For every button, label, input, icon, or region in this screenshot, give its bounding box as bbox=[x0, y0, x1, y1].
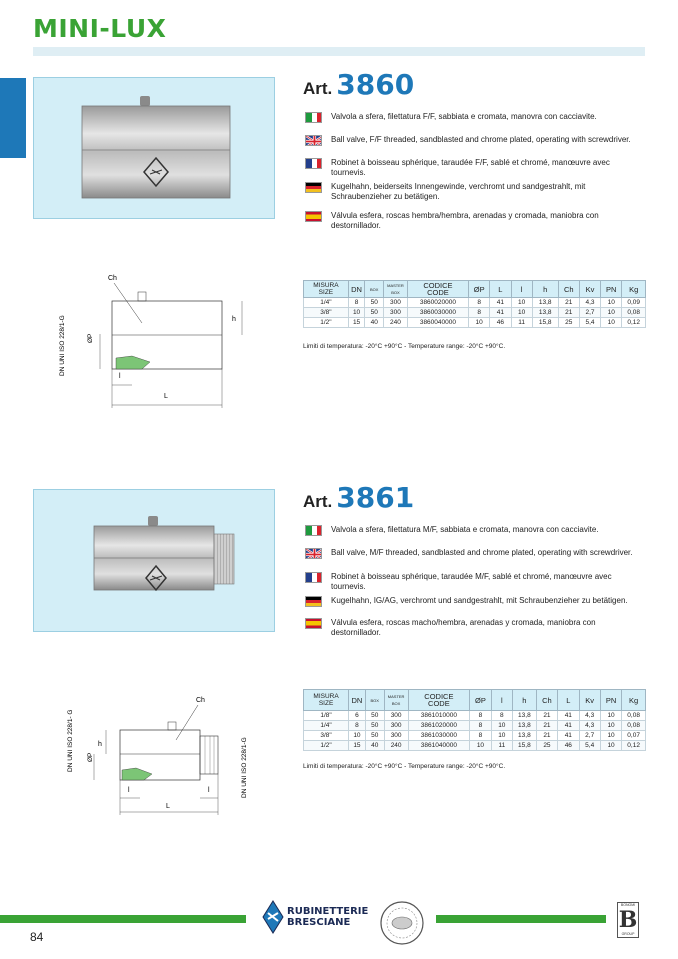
rubinetterie-bresciane-logo bbox=[262, 900, 368, 934]
temperature-note-3861: Limiti di temperatura: -20°C +90°C - Temperature range: -20°C +90°C. bbox=[303, 763, 506, 770]
table-cell: 50 bbox=[365, 721, 384, 731]
table-cell: 300 bbox=[384, 308, 408, 318]
table-cell: 2,7 bbox=[579, 308, 600, 318]
table-cell: 8 bbox=[469, 308, 490, 318]
table-cell: 3861020000 bbox=[408, 721, 470, 731]
col-kg: Kg bbox=[622, 281, 646, 298]
table-cell: 3860040000 bbox=[407, 318, 468, 328]
table-cell: 10 bbox=[600, 731, 621, 741]
table-cell: 3861030000 bbox=[408, 731, 470, 741]
drawing-op-label: ØP bbox=[87, 752, 94, 762]
spec-table-3860 bbox=[303, 280, 646, 328]
table-cell: 240 bbox=[384, 318, 408, 328]
table-cell: 8 bbox=[348, 298, 365, 308]
table-cell: 4,3 bbox=[579, 711, 600, 721]
table-cell: 41 bbox=[558, 721, 579, 731]
france-flag-icon bbox=[305, 158, 322, 169]
col-box: BOX bbox=[365, 690, 384, 711]
footer-bar-right bbox=[436, 915, 606, 923]
france-flag-icon bbox=[305, 572, 322, 583]
drawing-h-label: h bbox=[98, 741, 102, 748]
drawing-l-small-label: l bbox=[119, 373, 121, 380]
spec-table-3861 bbox=[303, 689, 646, 751]
valve-m-f-illustration bbox=[34, 490, 275, 632]
table-cell: 41 bbox=[490, 298, 511, 308]
iso-certification-seal bbox=[379, 900, 425, 951]
table-cell: 5,4 bbox=[579, 741, 600, 751]
article-prefix: Art. bbox=[303, 492, 333, 511]
article-number: 3861 bbox=[336, 481, 415, 514]
table-row bbox=[304, 308, 646, 318]
table-cell: 13,8 bbox=[532, 308, 558, 318]
description-es: Válvula esfera, roscas hembra/hembra, arenadas y cromada, maniobra con destornillador. bbox=[305, 211, 645, 231]
page-title: MINI-LUX bbox=[33, 14, 167, 43]
description-fr: Robinet à boisseau sphérique, taraudée M/F, sablé et chromé, manœuvre avec tournevis. bbox=[305, 572, 645, 592]
description-it: Valvola a sfera, filettatura F/F, sabbiata e cromata, manovra con cacciavite. bbox=[305, 112, 645, 123]
table-cell: 3860030000 bbox=[407, 308, 468, 318]
table-cell: 21 bbox=[558, 308, 579, 318]
table-cell: 10 bbox=[601, 308, 622, 318]
product-photo-3861 bbox=[33, 489, 275, 632]
side-tab bbox=[0, 78, 26, 158]
table-cell: 13,8 bbox=[513, 711, 537, 721]
table-cell: 8 bbox=[470, 731, 491, 741]
table-cell: 10 bbox=[600, 741, 621, 751]
footer-bar-left bbox=[0, 915, 246, 923]
table-cell: 10 bbox=[601, 318, 622, 328]
table-cell: 10 bbox=[601, 298, 622, 308]
table-cell: 8 bbox=[491, 711, 512, 721]
table-cell: 10 bbox=[600, 711, 621, 721]
table-row bbox=[304, 721, 646, 731]
col-kv: Kv bbox=[579, 281, 600, 298]
table-cell: 41 bbox=[558, 731, 579, 741]
table-cell: 10 bbox=[348, 308, 365, 318]
table-cell: 300 bbox=[384, 721, 408, 731]
description-en: Ball valve, M/F threaded, sandblasted and chrome plated, operating with screwdriver. bbox=[305, 548, 645, 559]
table-cell: 21 bbox=[536, 721, 557, 731]
col-pn: PN bbox=[601, 281, 622, 298]
table-row bbox=[304, 318, 646, 328]
bonomi-letter: B bbox=[618, 907, 638, 933]
table-cell: 240 bbox=[384, 741, 408, 751]
col-l-small: l bbox=[491, 690, 512, 711]
col-ch: Ch bbox=[558, 281, 579, 298]
table-row bbox=[304, 298, 646, 308]
col-h: h bbox=[513, 690, 537, 711]
table-cell: 1/2" bbox=[304, 741, 349, 751]
table-cell: 10 bbox=[491, 731, 512, 741]
table-cell: 1/4" bbox=[304, 721, 349, 731]
table-cell: 8 bbox=[470, 721, 491, 731]
table-cell: 15,8 bbox=[532, 318, 558, 328]
germany-flag-icon bbox=[305, 596, 322, 607]
description-it: Valvola a sfera, filettatura M/F, sabbiata e cromata, manovra con cacciavite. bbox=[305, 525, 645, 536]
table-row bbox=[304, 731, 646, 741]
table-body bbox=[304, 298, 646, 328]
table-cell: 0,08 bbox=[622, 721, 646, 731]
drawing-l-big-label: L bbox=[164, 393, 168, 400]
temperature-note-3860: Limiti di temperatura: -20°C +90°C - Temperature range: -20°C +90°C. bbox=[303, 343, 506, 350]
col-master-box: MASTER BOX bbox=[384, 690, 408, 711]
table-cell: 50 bbox=[365, 731, 384, 741]
col-box: BOX bbox=[365, 281, 384, 298]
table-cell: 300 bbox=[384, 298, 408, 308]
table-cell: 25 bbox=[558, 318, 579, 328]
description-es: Válvula esfera, roscas macho/hembra, arenadas y cromada, maniobra con destornillador. bbox=[305, 618, 645, 638]
table-cell: 3861010000 bbox=[408, 711, 470, 721]
table-cell: 0,12 bbox=[622, 741, 646, 751]
col-dn: DN bbox=[348, 281, 365, 298]
table-cell: 10 bbox=[349, 731, 366, 741]
uk-flag-icon bbox=[305, 135, 322, 146]
table-cell: 41 bbox=[558, 711, 579, 721]
table-cell: 50 bbox=[365, 711, 384, 721]
table-cell: 40 bbox=[365, 741, 384, 751]
drawing-op-label: ØP bbox=[87, 333, 94, 343]
table-cell: 8 bbox=[469, 298, 490, 308]
rb-logo-icon bbox=[262, 900, 284, 934]
drawing-h-label: h bbox=[232, 316, 236, 323]
table-cell: 46 bbox=[490, 318, 511, 328]
table-cell: 6 bbox=[349, 711, 366, 721]
table-header-row bbox=[304, 690, 646, 711]
table-cell: 13,8 bbox=[513, 731, 537, 741]
col-op: ØP bbox=[470, 690, 491, 711]
brand-line-1: RUBINETTERIE bbox=[287, 906, 369, 917]
drawing-dn-right-label: DN UNI ISO 228/1-G bbox=[241, 737, 248, 798]
col-l: L bbox=[490, 281, 511, 298]
bonomi-group-logo bbox=[617, 902, 639, 938]
table-cell: 3/8" bbox=[304, 731, 349, 741]
col-size: MISURA SIZE bbox=[304, 690, 349, 711]
table-cell: 50 bbox=[365, 298, 384, 308]
spain-flag-icon bbox=[305, 211, 322, 222]
table-cell: 21 bbox=[536, 711, 557, 721]
table-cell: 15,8 bbox=[513, 741, 537, 751]
table-cell: 13,8 bbox=[513, 721, 537, 731]
drawing-dn-label: DN UNI ISO 228/1-G bbox=[59, 315, 66, 376]
drawing-l-big-label: L bbox=[166, 803, 170, 810]
table-cell: 21 bbox=[558, 298, 579, 308]
table-cell: 10 bbox=[491, 721, 512, 731]
col-l: L bbox=[558, 690, 579, 711]
drawing-l-small-right-label: l bbox=[208, 787, 210, 794]
table-cell: 10 bbox=[511, 308, 532, 318]
table-cell: 15 bbox=[349, 741, 366, 751]
col-h: h bbox=[532, 281, 558, 298]
table-cell: 10 bbox=[470, 741, 491, 751]
italy-flag-icon bbox=[305, 112, 322, 123]
table-cell: 4,3 bbox=[579, 721, 600, 731]
table-cell: 11 bbox=[491, 741, 512, 751]
table-cell: 2,7 bbox=[579, 731, 600, 741]
table-cell: 25 bbox=[536, 741, 557, 751]
table-cell: 13,8 bbox=[532, 298, 558, 308]
table-cell: 0,08 bbox=[622, 711, 646, 721]
italy-flag-icon bbox=[305, 525, 322, 536]
bonomi-top-text: BONOMI bbox=[620, 903, 636, 907]
table-cell: 21 bbox=[536, 731, 557, 741]
iso-seal-icon bbox=[379, 900, 425, 946]
drawing-dn-left-label: DN UNI ISO 228/1- G bbox=[67, 709, 74, 772]
table-cell: 3861040000 bbox=[408, 741, 470, 751]
table-cell: 3/8" bbox=[304, 308, 349, 318]
table-cell: 10 bbox=[600, 721, 621, 731]
table-cell: 50 bbox=[365, 308, 384, 318]
table-cell: 1/8" bbox=[304, 711, 349, 721]
col-kv: Kv bbox=[579, 690, 600, 711]
col-kg: Kg bbox=[622, 690, 646, 711]
description-fr: Robinet à boisseau sphérique, taraudée F/F, sablé et chromé, manœuvre avec tournevis. bbox=[305, 158, 645, 178]
col-master-box: MASTER BOX bbox=[384, 281, 408, 298]
table-cell: 0,12 bbox=[622, 318, 646, 328]
table-row bbox=[304, 711, 646, 721]
col-size: MISURA SIZE bbox=[304, 281, 349, 298]
table-cell: 300 bbox=[384, 711, 408, 721]
table-cell: 8 bbox=[470, 711, 491, 721]
col-dn: DN bbox=[349, 690, 366, 711]
product-photo-3860 bbox=[33, 77, 275, 219]
article-prefix: Art. bbox=[303, 79, 333, 98]
valve-f-f-illustration bbox=[34, 78, 275, 219]
table-cell: 11 bbox=[511, 318, 532, 328]
table-cell: 1/2" bbox=[304, 318, 349, 328]
uk-flag-icon bbox=[305, 548, 322, 559]
technical-drawing-3860 bbox=[52, 268, 252, 418]
drawing-ch-label: Ch bbox=[108, 275, 117, 282]
germany-flag-icon bbox=[305, 182, 322, 193]
description-de: Kugelhahn, IG/AG, verchromt und sandgestrahlt, mit Schraubenzieher zu betätigen. bbox=[305, 596, 645, 607]
col-op: ØP bbox=[469, 281, 490, 298]
bonomi-bottom-text: GROUP bbox=[621, 932, 635, 936]
page-number: 84 bbox=[30, 930, 44, 944]
technical-drawing-3861 bbox=[58, 690, 258, 825]
drawing-l-small-left-label: l bbox=[128, 787, 130, 794]
table-cell: 5,4 bbox=[579, 318, 600, 328]
table-cell: 15 bbox=[348, 318, 365, 328]
table-cell: 0,08 bbox=[622, 308, 646, 318]
table-cell: 1/4" bbox=[304, 298, 349, 308]
col-ch: Ch bbox=[536, 690, 557, 711]
table-cell: 0,07 bbox=[622, 731, 646, 741]
table-header-row bbox=[304, 281, 646, 298]
drawing-ch-label: Ch bbox=[196, 697, 205, 704]
description-de: Kugelhahn, beiderseits Innengewinde, verchromt und sandgestrahlt, mit Schraubenzieher zu betätigen. bbox=[305, 182, 645, 202]
description-en: Ball valve, F/F threaded, sandblasted and chrome plated, operating with screwdriver. bbox=[305, 135, 645, 146]
article-number: 3860 bbox=[336, 68, 415, 101]
table-body bbox=[304, 711, 646, 751]
table-row bbox=[304, 741, 646, 751]
table-cell: 10 bbox=[469, 318, 490, 328]
brand-line-2: BRESCIANE bbox=[287, 917, 351, 928]
table-cell: 4,3 bbox=[579, 298, 600, 308]
col-pn: PN bbox=[600, 690, 621, 711]
table-cell: 8 bbox=[349, 721, 366, 731]
article-heading-3861 bbox=[303, 481, 414, 514]
table-cell: 10 bbox=[511, 298, 532, 308]
col-l-small: l bbox=[511, 281, 532, 298]
table-cell: 3860020000 bbox=[407, 298, 468, 308]
col-code: CODICE CODE bbox=[408, 690, 470, 711]
spain-flag-icon bbox=[305, 618, 322, 629]
table-cell: 40 bbox=[365, 318, 384, 328]
table-cell: 46 bbox=[558, 741, 579, 751]
table-cell: 0,09 bbox=[622, 298, 646, 308]
table-cell: 41 bbox=[490, 308, 511, 318]
article-heading-3860 bbox=[303, 68, 414, 101]
table-cell: 300 bbox=[384, 731, 408, 741]
header-bar bbox=[33, 47, 645, 56]
col-code: CODICE CODE bbox=[407, 281, 468, 298]
